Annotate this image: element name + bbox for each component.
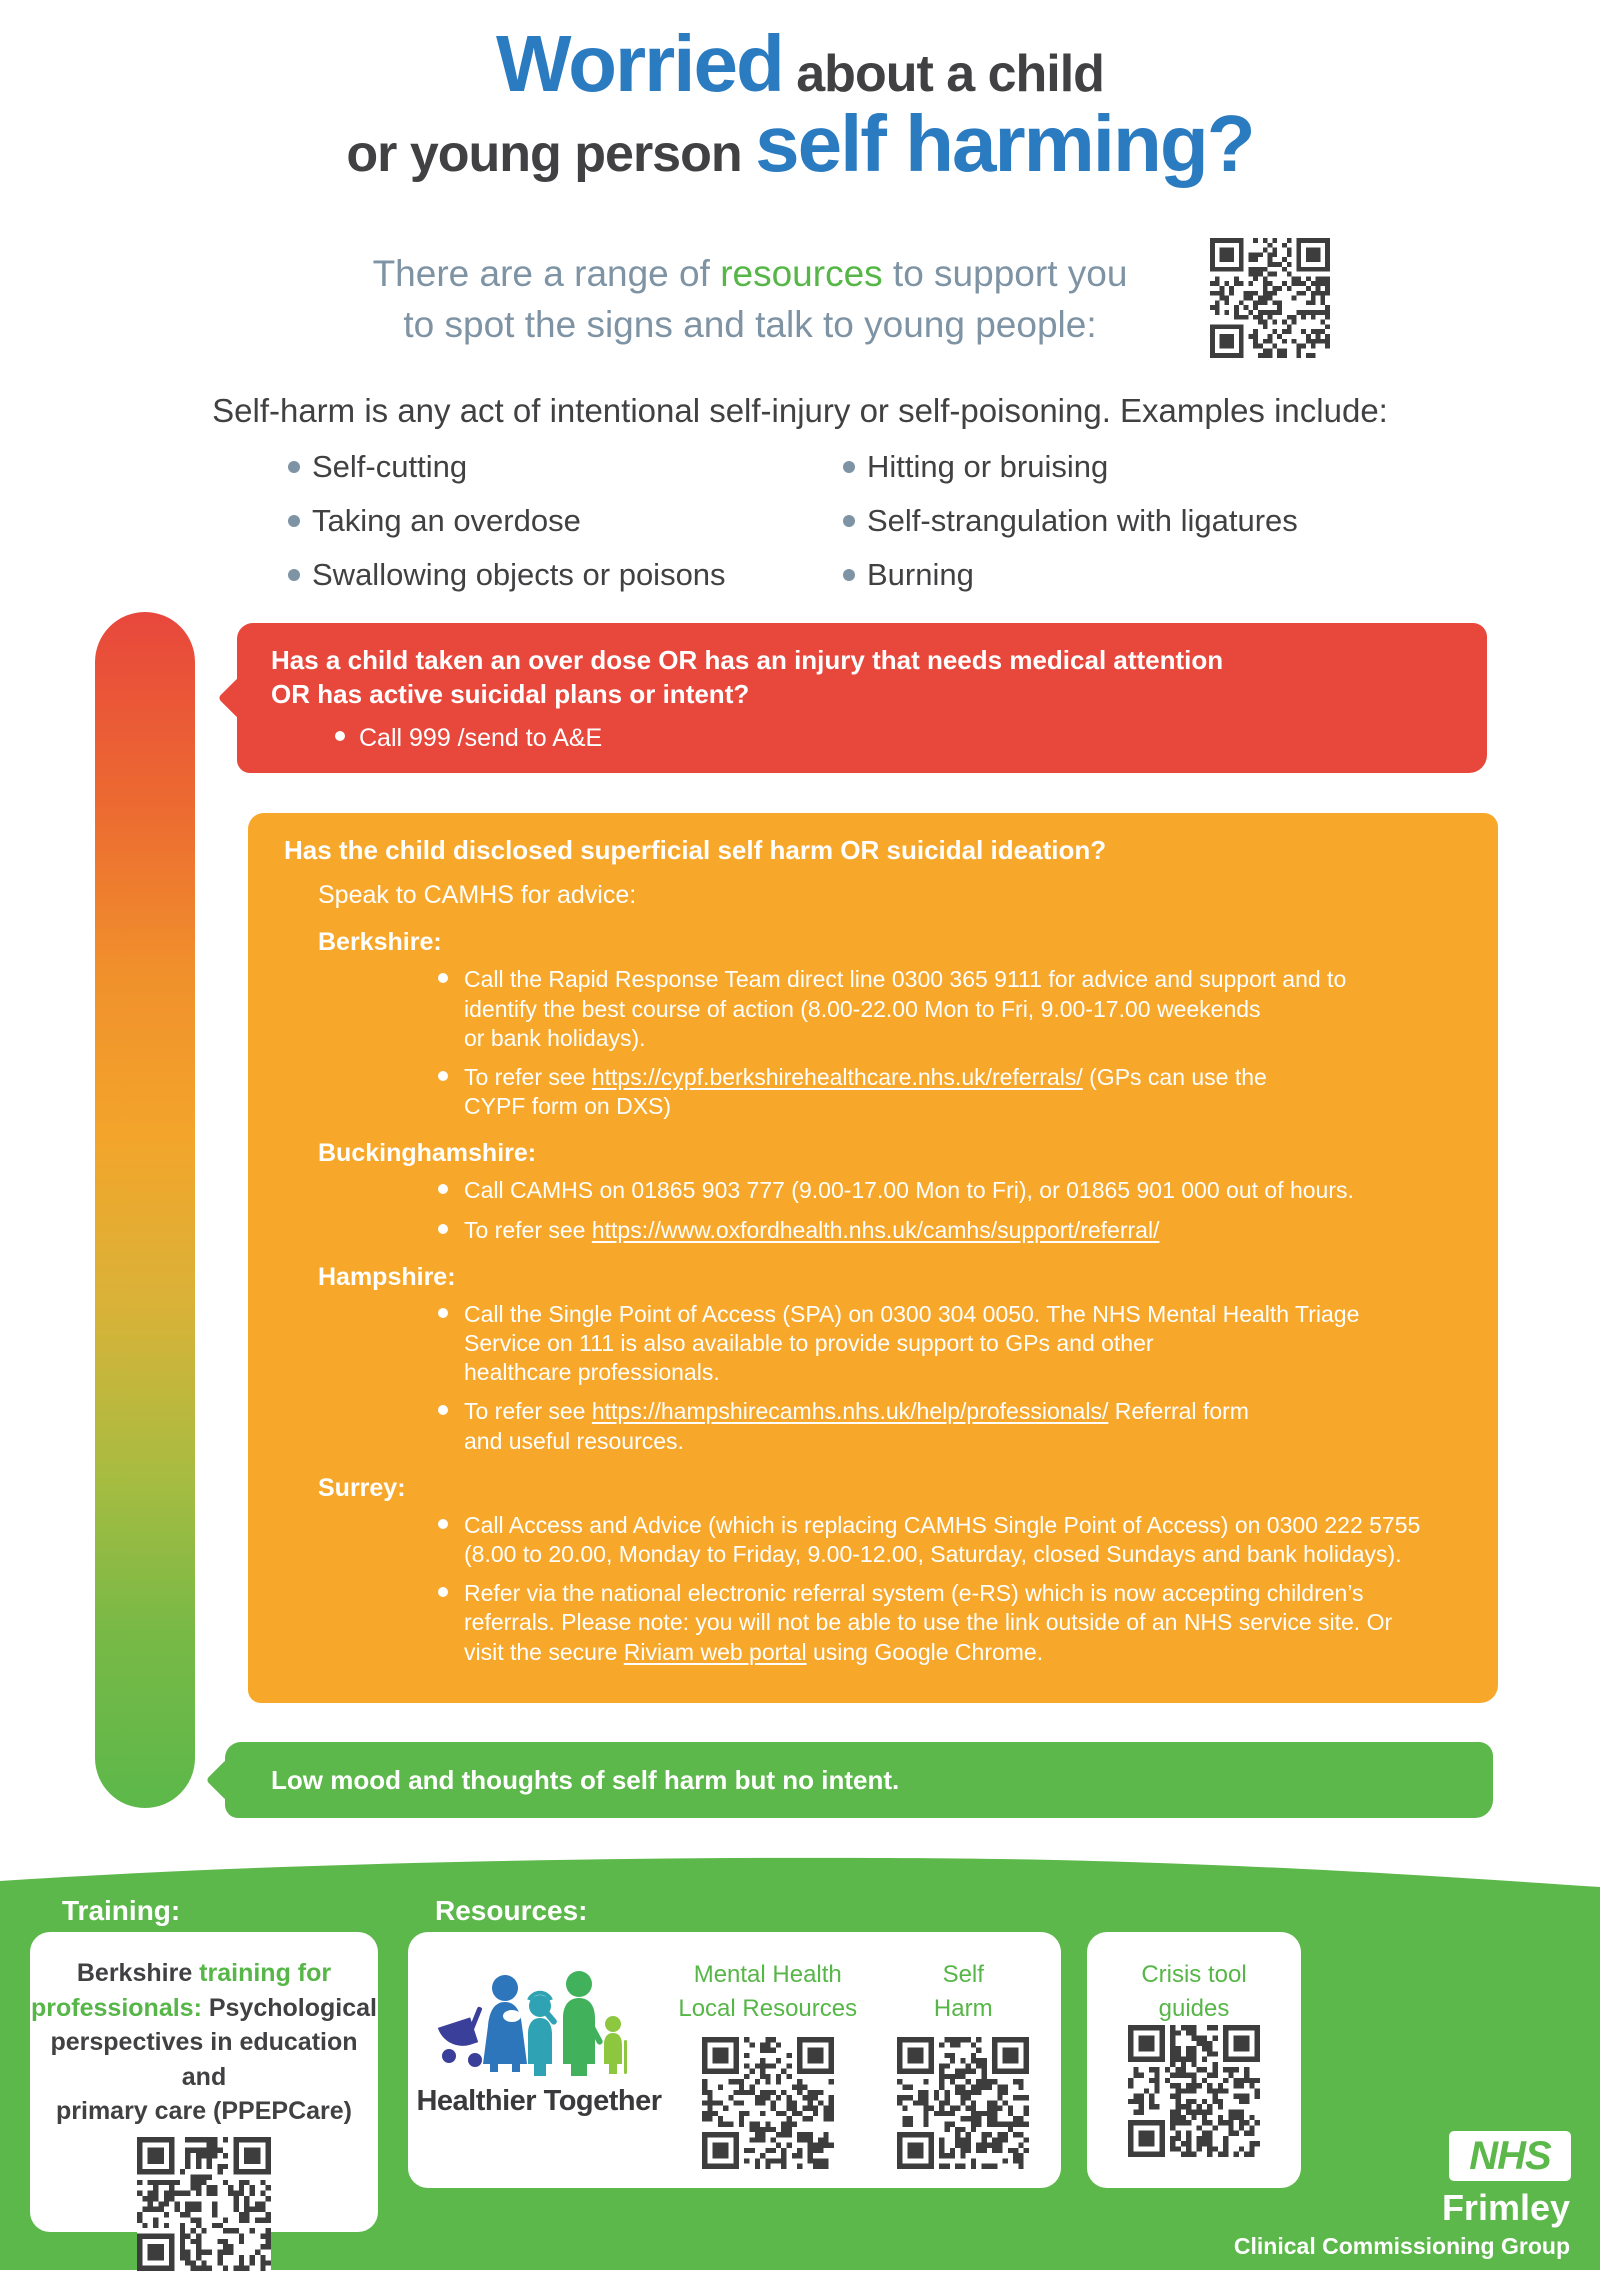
text-segment: and useful resources. xyxy=(464,1427,684,1454)
text-segment: Refer via the national electronic referral system (e-RS) which is now accepting children’s xyxy=(464,1580,1364,1607)
healthier-together-caption: Healthier Together xyxy=(416,2085,662,2117)
region-bullets xyxy=(284,1176,1462,1244)
examples-column-left xyxy=(288,448,726,610)
region-bullets xyxy=(284,965,1462,1121)
text-segment: perspectives in education and xyxy=(50,2028,358,2091)
text-segment: visit the secure xyxy=(464,1638,624,1665)
advice-bullet xyxy=(464,1300,1462,1388)
example-text: Taking an overdose xyxy=(312,503,581,538)
text-segment: Psychological xyxy=(201,1993,377,2022)
page-title xyxy=(0,19,1600,188)
text-segment: training for xyxy=(199,1959,332,1987)
text-segment: To refer see xyxy=(464,1063,592,1090)
text-segment: healthcare professionals. xyxy=(464,1359,720,1386)
subtitle-line2: to spot the signs and talk to young people: xyxy=(403,304,1097,346)
example-text: Self-cutting xyxy=(312,449,468,484)
text-segment: using Google Chrome. xyxy=(806,1638,1044,1665)
crisis-tool-label: Crisis tool guides xyxy=(1141,1961,1247,2022)
text-segment: Referral form xyxy=(1108,1398,1249,1425)
subtitle-resources-highlight: resources xyxy=(720,253,883,294)
text-segment: identify the best course of action (8.00-22.00 Mon to Fri, 9.00-17.00 weekends xyxy=(464,995,1261,1022)
mental-health-label: Mental Health Local Resources xyxy=(678,1961,858,2022)
example-item xyxy=(843,502,1298,540)
healthier-together-family-icon xyxy=(433,1960,645,2078)
nhs-wordmark: NHS xyxy=(1469,2133,1551,2178)
region-title: Berkshire: xyxy=(318,928,442,957)
amber-box-lead: Speak to CAMHS for advice: xyxy=(318,881,637,910)
example-item xyxy=(288,448,726,486)
training-label: Training: xyxy=(62,1895,181,1926)
title-self-harming: self harming? xyxy=(755,99,1254,188)
bullet-dot-icon xyxy=(288,569,300,581)
text-segment: primary care (PPEPCare) xyxy=(56,2097,352,2125)
training-card xyxy=(30,1932,378,2232)
resource-item-mental-health xyxy=(670,1932,866,2188)
qr-code-crisis-tool xyxy=(1128,2025,1260,2157)
subtitle xyxy=(100,248,1400,350)
intro-text: Self-harm is any act of intentional self-injury or self-poisoning. Examples include: xyxy=(212,392,1388,429)
region-berkshire xyxy=(284,928,1462,1121)
text-segment: Call the Single Point of Access (SPA) on 0300 304 0050. The NHS Mental Health Triage xyxy=(464,1300,1360,1327)
bullet-dot-icon xyxy=(843,461,855,473)
advice-bullet xyxy=(464,1579,1462,1667)
region-buckinghamshire xyxy=(284,1139,1462,1244)
nhs-org-name: Frimley xyxy=(1441,2187,1570,2228)
qr-code-mental-health-resources xyxy=(702,2037,834,2169)
text-segment: professionals: xyxy=(31,1993,202,2022)
example-text: Burning xyxy=(867,557,974,592)
text-segment: Service on 111 is also available to provide support to GPs and other xyxy=(464,1329,1154,1356)
subtitle-tail: to support you xyxy=(882,253,1128,294)
example-text: Self-strangulation with ligatures xyxy=(867,503,1298,538)
amber-box-heading: Has the child disclosed superficial self harm OR suicidal ideation? xyxy=(284,835,1107,865)
nhs-logo xyxy=(1449,2131,1571,2181)
amber-advice-box xyxy=(248,813,1498,1703)
red-box-heading: Has a child taken an over dose OR has an injury that needs medical attention OR has active suicidal plans or intent? xyxy=(271,645,1224,710)
advice-bullet xyxy=(464,1176,1462,1205)
example-text: Hitting or bruising xyxy=(867,449,1109,484)
qr-code-resources-header xyxy=(1210,238,1330,358)
bullet-dot-icon xyxy=(843,569,855,581)
text-segment: Berkshire xyxy=(76,1959,200,1987)
text-segment: or bank holidays). xyxy=(464,1024,646,1051)
advice-bullet xyxy=(464,1511,1462,1569)
region-title: Hampshire: xyxy=(318,1262,456,1291)
link[interactable]: https://www.oxfordhealth.nhs.uk/camhs/support/referral/ xyxy=(591,1216,1160,1243)
title-line-1 xyxy=(0,19,1600,108)
example-item xyxy=(288,502,726,540)
red-emergency-box xyxy=(237,623,1487,773)
green-box-heading: Low mood and thoughts of self harm but no intent. xyxy=(271,1764,900,1795)
title-or-young-person: or young person xyxy=(346,125,756,183)
link[interactable]: https://hampshirecamhs.nhs.uk/help/professionals/ xyxy=(591,1398,1109,1425)
region-bullets xyxy=(284,1511,1462,1667)
bullet-dot-icon xyxy=(288,461,300,473)
region-surrey xyxy=(284,1474,1462,1667)
nhs-org-suffix: Clinical Commissioning Group xyxy=(1233,2233,1570,2259)
link[interactable]: Riviam web portal xyxy=(623,1638,807,1665)
title-about-a-child: about a child xyxy=(782,45,1104,103)
example-item xyxy=(843,448,1298,486)
resources-card xyxy=(408,1932,1061,2188)
qr-code-self-harm xyxy=(897,2037,1029,2169)
self-harm-label: Self Harm xyxy=(933,1961,993,2022)
subtitle-lead: There are a range of xyxy=(372,253,721,294)
text-segment: (8.00 to 20.00, Monday to Friday, 9.00-12.00, Saturday, closed Sundays and bank holidays). xyxy=(464,1540,1402,1567)
advice-bullet xyxy=(464,1063,1462,1121)
text-segment: To refer see xyxy=(464,1398,592,1425)
text-segment: Call the Rapid Response Team direct line 0300 365 9111 for advice and support and to xyxy=(464,966,1347,993)
healthier-together-logo xyxy=(408,1932,670,2188)
crisis-card xyxy=(1087,1932,1301,2188)
examples-column-right xyxy=(843,448,1298,610)
bullet-dot-icon xyxy=(843,515,855,527)
green-box-pointer xyxy=(206,1759,248,1801)
text-segment: To refer see xyxy=(464,1216,592,1243)
text-segment: (GPs can use the xyxy=(1082,1063,1267,1090)
text-segment: Call CAMHS on 01865 903 777 (9.00-17.00 Mon to Fri), or 01865 901 000 out of hours. xyxy=(464,1177,1354,1204)
title-word-worried: Worried xyxy=(496,19,783,108)
bullet-dot-icon xyxy=(288,515,300,527)
region-bullets xyxy=(284,1300,1462,1456)
amber-box-pointer xyxy=(248,835,271,877)
resources-label: Resources: xyxy=(435,1895,588,1926)
qr-code-ppepcare xyxy=(137,2137,271,2271)
red-box-bullets xyxy=(271,724,1453,753)
region-title: Buckinghamshire: xyxy=(318,1139,537,1168)
example-item xyxy=(843,556,1298,594)
advice-bullet xyxy=(464,965,1462,1053)
link[interactable]: https://cypf.berkshirehealthcare.nhs.uk/referrals/ xyxy=(591,1063,1083,1090)
call-999-bullet: Call 999 /send to A&E xyxy=(359,724,1453,753)
text-segment: CYPF form on DXS) xyxy=(464,1093,672,1120)
footer xyxy=(0,1855,1600,2270)
advice-bullet xyxy=(464,1216,1462,1245)
title-line-2 xyxy=(0,99,1600,188)
text-segment: Call Access and Advice (which is replacing CAMHS Single Point of Access) on 0300 222 5755 xyxy=(464,1511,1421,1538)
advice-bullet xyxy=(464,1397,1462,1455)
red-box-pointer xyxy=(218,677,260,719)
training-card-text xyxy=(30,1956,378,2129)
region-title: Surrey: xyxy=(318,1473,406,1502)
region-hampshire xyxy=(284,1263,1462,1456)
text-segment: referrals. Please note: you will not be able to use the link outside of an NHS service site. Or xyxy=(464,1609,1393,1636)
example-item xyxy=(288,556,726,594)
risk-gradient-bar xyxy=(95,612,195,1808)
example-text: Swallowing objects or poisons xyxy=(312,557,726,592)
amber-regions xyxy=(284,928,1462,1666)
green-lowrisk-box xyxy=(225,1742,1493,1818)
resource-item-self-harm xyxy=(866,1932,1062,2188)
